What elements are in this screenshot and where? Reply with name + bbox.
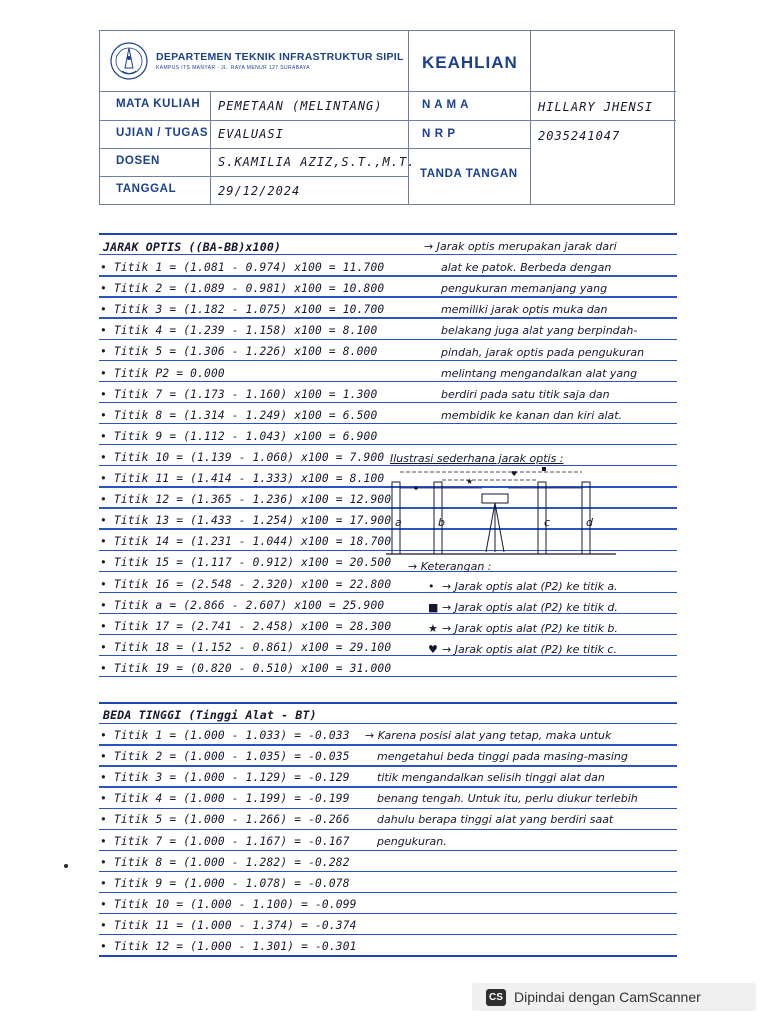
legend-text: → Jarak optis alat (P2) ke titik a. [442,580,618,593]
ruled-line [99,955,677,957]
ruled-line [99,871,677,872]
jarak-optis-note-line: belakang juga alat yang berpindah- [441,324,638,338]
grid-divider [100,91,408,92]
ruled-line [99,765,677,766]
ruled-line [99,913,677,914]
department-address: KAMPUS ITS MANYAR - JL. RAYA MENUR 127 SURABAYA [156,65,310,71]
grid-divider [408,148,530,149]
header-table [99,30,675,205]
jarak-optis-note-line: pengukuran memanjang yang [441,282,608,296]
jarak-optis-note-line: pindah, jarak optis pada pengukuran [441,345,645,359]
ruled-line [99,723,677,724]
ruled-line [99,339,677,340]
jarak-optis-row: • Titik 14 = (1.231 - 1.044) x100 = 18.700 [100,535,392,549]
jarak-optis-row: • Titik 9 = (1.112 - 1.043) x100 = 6.900 [100,429,378,443]
keterangan-title: → Keterangan : [408,560,492,573]
jarak-optis-note-line: memiliki jarak optis muka dan [441,303,608,317]
jarak-optis-row: • Titik 1 = (1.081 - 0.974) x100 = 11.700 [100,261,385,274]
svg-text:★: ★ [466,477,474,486]
jarak-optis-row: • Titik 16 = (2.548 - 2.320) x100 = 22.800 [100,577,392,591]
ruled-line [99,571,677,572]
beda-tinggi-row: • Titik 11 = (1.000 - 1.374) = -0.374 [100,918,357,932]
ujian-tugas-label: UJIAN / TUGAS [116,127,209,139]
camscanner-text: Dipindai dengan CamScanner [514,989,701,1005]
ruled-line [99,423,677,424]
jarak-optis-row: • Titik 11 = (1.414 - 1.333) x100 = 8.100 [100,472,385,485]
ruled-line [99,786,677,787]
legend-text: → Jarak optis alat (P2) ke titik c. [442,643,617,657]
rod-label-a: a [395,516,402,529]
ruled-line [99,360,677,361]
keahlian-label: KEAHLIAN [422,53,518,72]
ruled-line [99,317,677,318]
jarak-optis-row: • Titik 3 = (1.182 - 1.075) x100 = 10.700 [100,303,385,317]
ruled-line [99,233,677,235]
jarak-optis-note-line: membidik ke kanan dan kiri alat. [441,408,623,422]
beda-tinggi-title: BEDA TINGGI (Tinggi Alat - BT) [103,708,317,722]
ruled-line [99,808,677,809]
dosen-value: S.KAMILIA AZIZ,S.T.,M.T. [218,155,416,169]
grid-divider [408,91,676,92]
its-logo-icon [108,38,150,84]
ruled-line [99,676,677,677]
jarak-optis-row: • Titik 17 = (2.741 - 2.458) x100 = 28.300 [100,619,392,633]
grid-divider [408,31,409,204]
ruled-line [99,402,677,403]
grid-divider [100,176,408,177]
beda-tinggi-note-line: → Karena posisi alat yang tetap, maka untuk [365,729,612,742]
camscanner-badge [472,983,756,1011]
beda-tinggi-row: • Titik 9 = (1.000 - 1.078) = -0.078 [100,876,350,890]
jarak-optis-title: JARAK OPTIS ((BA-BB)x100) [103,240,282,254]
legend-text: → Jarak optis alat (P2) ke titik d. [442,601,618,615]
level-instrument-icon [482,494,508,503]
jarak-optis-row: • Titik P2 = 0.000 [100,366,225,380]
illustration-title: Ilustrasi sederhana jarak optis : [390,452,564,465]
beda-tinggi-note-line: benang tengah. Untuk itu, perlu diukur terlebih [377,792,638,806]
margin-dot [64,864,68,868]
grid-divider [100,148,408,149]
jarak-optis-row: • Titik 10 = (1.139 - 1.060) x100 = 7.900 [100,450,385,464]
legend-symbol: ■ [428,601,439,615]
beda-tinggi-note-line: titik mengandalkan selisih tinggi alat dan [377,771,605,785]
ruled-line [99,934,677,935]
tanggal-label: TANGGAL [116,183,177,195]
rod-label-d: d [586,516,593,529]
ruled-line [99,254,677,255]
jarak-optis-row: • Titik 15 = (1.117 - 0.912) x100 = 20.500 [100,556,392,570]
beda-tinggi-row: • Titik 8 = (1.000 - 1.282) = -0.282 [100,855,350,869]
nama-value: HILLARY JHENSI [538,100,654,114]
ujian-tugas-value: EVALUASI [218,127,284,141]
jarak-optis-row: • Titik a = (2.866 - 2.607) x100 = 25.900 [100,598,385,612]
svg-text:♥: ♥ [511,470,518,478]
beda-tinggi-note-line: dahulu berapa tinggi alat yang berdiri saat [377,813,614,827]
ruled-line [99,744,677,745]
ruled-line [99,275,677,276]
jarak-optis-row: • Titik 12 = (1.365 - 1.236) x100 = 12.900 [100,493,392,507]
beda-tinggi-row: • Titik 10 = (1.000 - 1.100) = -0.099 [100,897,357,911]
camscanner-icon: CS [486,989,506,1006]
department-block [100,31,408,91]
rod-label-b: b [438,516,445,529]
rod-label-c: c [544,516,551,529]
ruled-line [99,850,677,851]
jarak-optis-row: • Titik 8 = (1.314 - 1.249) x100 = 6.500 [100,408,378,422]
beda-tinggi-row: • Titik 12 = (1.000 - 1.301) = -0.301 [100,940,357,953]
beda-tinggi-row: • Titik 7 = (1.000 - 1.167) = -0.167 [100,834,350,848]
ruled-line [99,702,677,704]
grid-divider [100,120,676,121]
ruled-line [99,892,677,893]
nrp-label: N R P [422,128,456,140]
mata-kuliah-value: PEMETAAN (MELINTANG) [218,99,383,113]
beda-tinggi-row: • Titik 3 = (1.000 - 1.129) = -0.129 [100,771,350,785]
beda-tinggi-note-line: mengetahui beda tinggi pada masing-masing [377,750,628,764]
department-name: DEPARTEMEN TEKNIK INFRASTRUKTUR SIPIL [156,51,404,63]
ruled-line [99,444,677,445]
jarak-optis-row: • Titik 2 = (1.089 - 0.981) x100 = 10.800 [100,282,385,296]
jarak-optis-row: • Titik 13 = (1.433 - 1.254) x100 = 17.900 [100,514,392,528]
nama-label: N A M A [422,99,469,111]
ruled-line [99,829,677,830]
tanggal-value: 29/12/2024 [218,184,301,198]
beda-tinggi-row: • Titik 5 = (1.000 - 1.266) = -0.266 [100,813,350,827]
jarak-optis-row: • Titik 7 = (1.173 - 1.160) x100 = 1.300 [100,387,378,401]
ruled-line [99,381,677,382]
jarak-optis-note-line: berdiri pada satu titik saja dan [441,387,610,401]
beda-tinggi-row: • Titik 2 = (1.000 - 1.035) = -0.035 [100,750,350,764]
jarak-optis-row: • Titik 5 = (1.306 - 1.226) x100 = 8.000 [100,345,378,359]
nrp-value: 2035241047 [538,129,621,143]
legend-text: → Jarak optis alat (P2) ke titik b. [442,622,618,636]
legend-symbol: ♥ [428,643,438,657]
beda-tinggi-row: • Titik 4 = (1.000 - 1.199) = -0.199 [100,792,350,806]
jarak-optis-note-line: alat ke patok. Berbeda dengan [441,261,612,275]
optical-distance-illustration [386,464,636,564]
beda-tinggi-row: • Titik 1 = (1.000 - 1.033) = -0.033 [100,729,350,742]
jarak-optis-note-line: melintang mengandalkan alat yang [441,366,638,380]
jarak-optis-row: • Titik 19 = (0.820 - 0.510) x100 = 31.000 [100,661,392,675]
legend-symbol: • [428,580,435,593]
jarak-optis-note-line: → Jarak optis merupakan jarak dari [424,240,617,253]
grid-divider [530,31,531,204]
dosen-label: DOSEN [116,155,160,167]
mata-kuliah-label: MATA KULIAH [116,98,201,110]
beda-tinggi-note-line: pengukuran. [377,834,447,848]
ruled-line [99,296,677,297]
tanda-tangan-label: TANDA TANGAN [420,168,518,180]
jarak-optis-row: • Titik 4 = (1.239 - 1.158) x100 = 8.100 [100,324,378,338]
legend-symbol: ★ [428,622,438,636]
jarak-optis-row: • Titik 18 = (1.152 - 0.861) x100 = 29.100 [100,640,392,654]
